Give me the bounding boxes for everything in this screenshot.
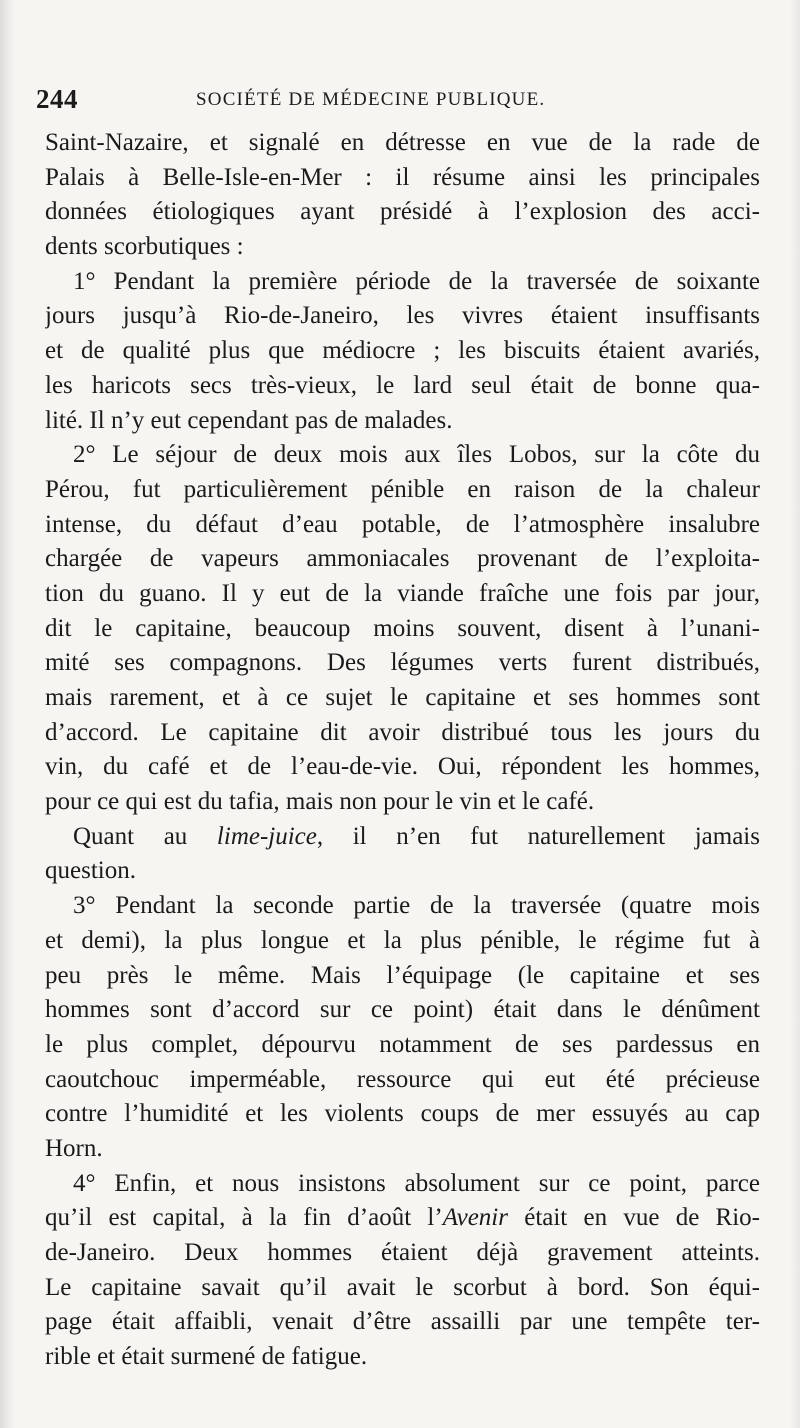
text-line: 3° Pendant la seconde partie de la traversée (quatre mois (73, 892, 760, 920)
text-line: Pérou, fut particulièrement pénible en raison de la chaleur (45, 475, 760, 503)
body-text (45, 126, 760, 1375)
text-line: hommes sont d’accord sur ce point) était dans le dénûment (45, 996, 760, 1024)
text-line: lité. Il n’y eut cependant pas de malades. (45, 406, 453, 434)
text-line: chargée de vapeurs ammoniacales provenant de l’exploita- (45, 545, 760, 573)
text-line: caoutchouc imperméable, ressource qui eut été précieuse (45, 1065, 760, 1093)
page-header (36, 84, 776, 114)
text-line: pour ce qui est du tafia, mais non pour le vin et le café. (45, 788, 595, 816)
paragraph-point-3 (45, 889, 760, 1167)
text-line: peu près le même. Mais l’équipage (le capitaine et ses (45, 961, 760, 989)
text-line: qu’il est capital, à la fin d’août l’Avenir était en vue de Rio- (45, 1204, 760, 1232)
italic-term: Avenir (442, 1204, 508, 1232)
text-line: dents scorbutiques : (45, 233, 244, 261)
text-line: Horn. (45, 1134, 103, 1162)
text-line: Palais à Belle-Isle-en-Mer : il résume ainsi les principales (45, 163, 760, 191)
text-line: question. (45, 857, 136, 885)
paragraph-point-4 (45, 1167, 760, 1375)
text-line: de-Janeiro. Deux hommes étaient déjà gravement atteints. (45, 1239, 760, 1266)
text-line: mais rarement, et à ce sujet le capitaine et ses hommes sont (45, 684, 760, 711)
running-head: SOCIÉTÉ DE MÉDECINE PUBLIQUE. (196, 89, 546, 110)
text-line: vin, du café et de l’eau-de-vie. Oui, répondent les hommes, (45, 753, 760, 781)
text-line: et de qualité plus que médiocre ; les biscuits étaient avariés, (45, 337, 760, 365)
text-line: mité ses compagnons. Des légumes verts furent distribués, (45, 649, 760, 677)
text-line: 1° Pendant la première période de la traversée de soixante (73, 267, 760, 295)
text-line: 2° Le séjour de deux mois aux îles Lobos, sur la côte du (73, 441, 760, 469)
paragraph-point-1 (45, 265, 760, 438)
text-line: Saint-Nazaire, et signalé en détresse en vue de la rade de (45, 129, 760, 156)
text-line: tion du guano. Il y eut de la viande fraîche une fois par jour, (45, 579, 760, 607)
text-line: les haricots secs très-vieux, le lard seul était de bonne qua- (45, 371, 760, 399)
text-line: 4° Enfin, et nous insistons absolument sur ce point, parce (73, 1169, 760, 1197)
paragraph-intro-continued (45, 126, 760, 265)
text-line: données étiologiques ayant présidé à l’explosion des acci- (45, 198, 760, 226)
text-line: dit le capitaine, beaucoup moins souvent, disent à l’unani- (45, 614, 760, 642)
text-line: rible et était surmené de fatigue. (45, 1343, 368, 1371)
text-line: contre l’humidité et les violents coups de mer essuyés au cap (45, 1100, 760, 1128)
text-line: jours jusqu’à Rio-de-Janeiro, les vivres étaient insuffisants (45, 302, 760, 330)
paragraph-point-2 (45, 438, 760, 820)
italic-term: lime-juice (216, 822, 317, 850)
text-line: et demi), la plus longue et la plus pénible, le régime fut à (45, 926, 760, 954)
text-line: d’accord. Le capitaine dit avoir distribué tous les jours du (45, 718, 760, 746)
text-line: Quant au lime-juice, il n’en fut naturellement jamais (73, 822, 760, 850)
text-line: le plus complet, dépourvu notamment de ses pardessus en (45, 1030, 760, 1058)
text-line: Le capitaine savait qu’il avait le scorbut à bord. Son équi- (45, 1273, 760, 1301)
page-number: 244 (36, 84, 78, 114)
paragraph-lime-juice (45, 820, 760, 889)
text-line: page était affaibli, venait d’être assailli par une tempête ter- (45, 1308, 760, 1336)
text-line: intense, du défaut d’eau potable, de l’atmosphère insalubre (45, 510, 760, 538)
